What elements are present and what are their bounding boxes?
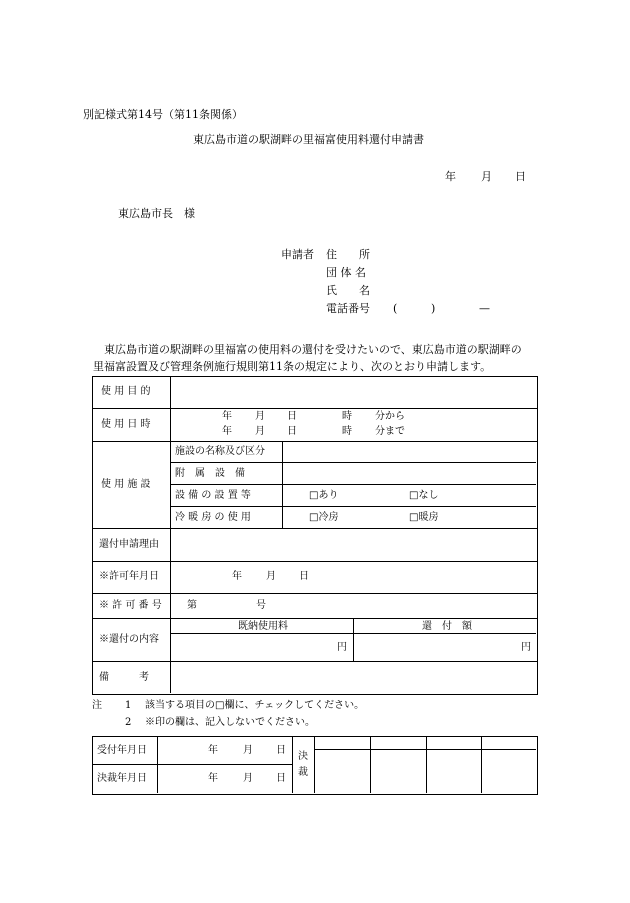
option-cooling[interactable]: □冷房 xyxy=(309,512,339,523)
dt-from-min: 分から xyxy=(375,411,405,422)
addressee: 東広島市長 様 xyxy=(118,207,195,220)
facility-label: 使 用 施 設 xyxy=(101,479,151,490)
dt-to-year: 年 xyxy=(222,426,232,437)
col-divider xyxy=(426,737,427,793)
dt-to-min: 分まで xyxy=(375,426,405,437)
paid-fee-header: 既納使用料 xyxy=(238,621,288,632)
note-label: 注 xyxy=(92,700,102,711)
row-divider xyxy=(93,408,537,409)
row-divider xyxy=(93,764,292,765)
row-divider xyxy=(93,528,537,529)
row-divider xyxy=(93,441,537,442)
kessai-label-top: 決 xyxy=(298,751,308,762)
permit-dai: 第 xyxy=(187,600,197,611)
phone-paren-close: ) xyxy=(431,302,436,315)
date-day-label: 日 xyxy=(515,170,526,183)
remarks-label: 備 考 xyxy=(99,672,149,683)
note-1-num: 1 xyxy=(125,700,132,711)
received-year: 年 xyxy=(208,745,218,756)
dt-from-day: 日 xyxy=(287,411,297,422)
reason-label: 還付申請理由 xyxy=(99,539,159,550)
row-divider xyxy=(93,618,537,619)
row-divider xyxy=(93,661,537,662)
col-divider xyxy=(282,441,283,528)
permit-number-label: ※ 許 可 番 号 xyxy=(99,600,162,611)
date-month-label: 月 xyxy=(481,170,492,183)
row-divider xyxy=(93,593,537,594)
table-border xyxy=(92,376,538,695)
col-divider xyxy=(353,618,354,661)
col-divider xyxy=(481,737,482,793)
applicant-label: 申請者 xyxy=(281,248,314,261)
paid-fee-yen: 円 xyxy=(337,642,347,653)
body-text-line-2: 里福富設置及び管理条例施行規則第11条の規定により、次のとおり申請します。 xyxy=(93,360,492,373)
dt-to-day: 日 xyxy=(287,426,297,437)
purpose-field[interactable] xyxy=(172,378,534,407)
col-divider xyxy=(292,737,293,793)
received-day: 日 xyxy=(276,745,286,756)
dt-from-month: 月 xyxy=(255,411,265,422)
bottom-table-border xyxy=(92,736,538,795)
decided-date-label: 決裁年月日 xyxy=(97,773,147,784)
row-divider xyxy=(170,462,536,463)
facility-name-label: 施設の名称及び区分 xyxy=(175,446,265,457)
row-divider xyxy=(170,484,536,485)
option-no[interactable]: □なし xyxy=(409,490,439,501)
facility-ac-label: 冷 暖 房 の 使 用 xyxy=(175,512,251,523)
facility-equip-label: 附 属 設 備 xyxy=(175,468,245,479)
option-heating[interactable]: □暖房 xyxy=(409,512,439,523)
col-divider xyxy=(170,377,171,693)
phone-paren-open: ( xyxy=(393,302,398,315)
received-month: 月 xyxy=(243,745,253,756)
row-divider xyxy=(170,506,536,507)
row-divider xyxy=(314,749,536,750)
applicant-address-label: 住 所 xyxy=(326,248,370,261)
permit-go: 号 xyxy=(256,600,266,611)
refund-content-label: ※還付の内容 xyxy=(99,634,159,645)
dt-to-hour: 時 xyxy=(342,426,352,437)
facility-setup-label: 設 備 の 設 置 等 xyxy=(175,490,251,501)
note-2-text: ※印の欄は、記入しないでください。 xyxy=(145,717,315,728)
refund-amount-header: 還 付 額 xyxy=(422,621,472,632)
permit-date-label: ※許可年月日 xyxy=(99,571,159,582)
decided-year: 年 xyxy=(208,773,218,784)
applicant-name-label: 氏 名 xyxy=(326,284,370,297)
dt-to-month: 月 xyxy=(255,426,265,437)
note-1-text: 該当する項目の□欄に、チェックしてください。 xyxy=(145,700,365,711)
permit-month: 月 xyxy=(266,571,276,582)
col-divider xyxy=(314,737,315,793)
purpose-label: 使 用 目 的 xyxy=(101,386,151,397)
received-date-label: 受付年月日 xyxy=(97,745,147,756)
row-divider xyxy=(93,561,537,562)
decided-day: 日 xyxy=(276,773,286,784)
kessai-label-bottom: 裁 xyxy=(298,767,308,778)
note-2-num: 2 xyxy=(125,717,132,728)
dt-from-hour: 時 xyxy=(342,411,352,422)
refund-yen: 円 xyxy=(521,642,531,653)
permit-year: 年 xyxy=(232,571,242,582)
col-divider xyxy=(370,737,371,793)
applicant-phone-label: 電話番号 xyxy=(326,302,370,315)
dt-from-year: 年 xyxy=(222,411,232,422)
applicant-group-label: 団 体 名 xyxy=(326,266,366,279)
permit-day: 日 xyxy=(299,571,309,582)
datetime-label: 使 用 日 時 xyxy=(101,419,151,430)
form-number: 別記様式第14号（第11条関係） xyxy=(83,108,243,121)
date-year-label: 年 xyxy=(445,170,456,183)
decided-month: 月 xyxy=(243,773,253,784)
body-text-line-1: 東広島市道の駅湖畔の里福富の使用料の還付を受けたいので、東広島市道の駅湖畔の xyxy=(93,343,522,356)
col-divider xyxy=(157,737,158,793)
page-title: 東広島市道の駅湖畔の里福富使用料還付申請書 xyxy=(193,133,424,146)
phone-dash: — xyxy=(479,302,490,315)
option-yes[interactable]: □あり xyxy=(309,490,339,501)
